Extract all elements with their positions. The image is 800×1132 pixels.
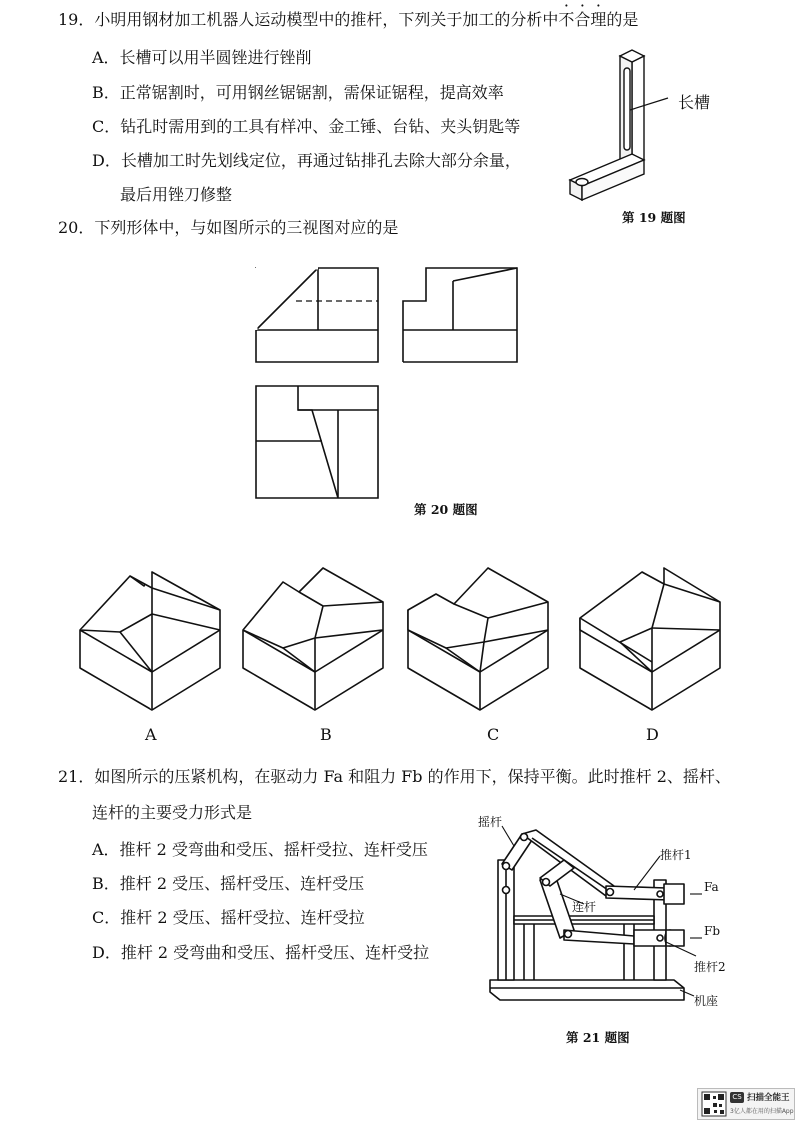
q21-label-push2: 推杆2 [694, 960, 726, 974]
qr-code-icon [702, 1092, 726, 1116]
q19-emph-2: 合 [574, 10, 591, 29]
q20-choice-c-figure [408, 558, 548, 710]
q19-figure [560, 50, 670, 210]
q20-choice-d-label: D [646, 725, 659, 744]
q21-caption: 第 21 题图 [566, 1030, 630, 1045]
q19-option-c: C．钻孔时需用到的工具有样冲、金工锤、台钻、夹头钥匙等 [92, 117, 521, 136]
q20-choice-b-figure [243, 558, 383, 710]
q20-choice-c-label: C [487, 725, 500, 744]
q20-choice-a-label: A [145, 725, 157, 744]
scanner-watermark [697, 1088, 795, 1120]
q20-front-view [256, 268, 378, 362]
scanner-app-name: 扫描全能王 [747, 1093, 790, 1103]
scanner-tagline: 3亿人都在用的扫描App [730, 1108, 794, 1115]
q20-top-view [256, 386, 378, 498]
q19-slot-label: 长槽 [678, 93, 711, 112]
q20-choice-d-figure [580, 558, 720, 710]
q19-option-b: B．正常锯割时，可用钢丝锯锯割，需保证锯程，提高效率 [92, 83, 504, 102]
q21-label-base: 机座 [694, 994, 719, 1008]
q21-label-link: 连杆 [572, 900, 597, 914]
cs-badge-icon: CS [730, 1092, 744, 1103]
q19-option-d-cont: 最后用锉刀修整 [120, 185, 233, 204]
q19-stem: 19．小明用钢材加工机器人运动模型中的推杆，下列关于加工的分析中不合理的是 [58, 10, 639, 29]
q20-side-view [403, 268, 517, 362]
q19-option-d: D．长槽加工时先划线定位，再通过钻排孔去除大部分余量， [92, 151, 521, 170]
q21-option-b: B．推杆 2 受压、摇杆受压、连杆受压 [92, 874, 365, 893]
q21-label-fa: Fa [704, 880, 719, 894]
q19-option-a: A．长槽可以用半圆锉进行锉削 [92, 48, 312, 67]
q20-choice-a-figure [80, 558, 220, 710]
q20-caption: 第 20 题图 [414, 502, 478, 517]
q21-stem-line1: 21．如图所示的压紧机构，在驱动力 Fa 和阻力 Fb 的作用下，保持平衡。此时推杆 2、摇杆、 [58, 767, 731, 786]
q21-option-c: C．推杆 2 受压、摇杆受拉、连杆受拉 [92, 908, 365, 927]
q21-stem-line2: 连杆的主要受力形式是 [92, 803, 253, 822]
q21-option-d: D．推杆 2 受弯曲和受压、摇杆受压、连杆受拉 [92, 943, 430, 962]
q21-label-push1: 推杆1 [660, 848, 692, 862]
q19-emph-1: 不 [558, 10, 575, 29]
q21-option-a: A．推杆 2 受弯曲和受压、摇杆受拉、连杆受压 [92, 840, 428, 859]
q21-label-rocker: 摇杆 [478, 815, 503, 829]
q20-choice-b-label: B [320, 725, 332, 744]
q19-emph-3: 理 [590, 10, 607, 29]
q21-label-fb: Fb [704, 924, 721, 938]
q19-caption: 第 19 题图 [622, 210, 686, 225]
q20-stem: 20．下列形体中，与如图所示的三视图对应的是 [58, 218, 399, 237]
